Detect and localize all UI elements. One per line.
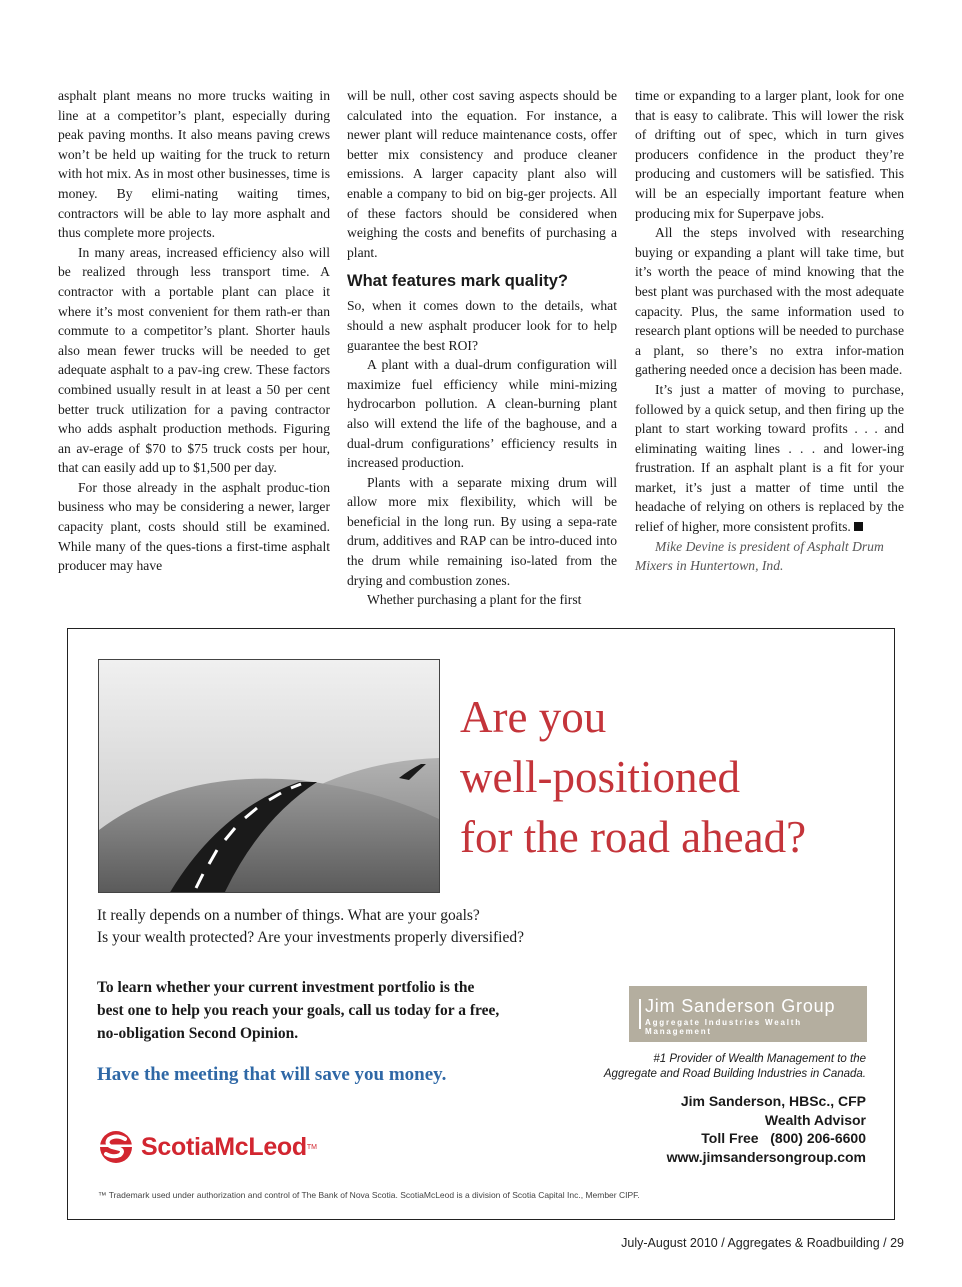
paragraph: A plant with a dual-drum configuration will maximize fuel efficiency while mini-mizing hydrocarbon pollution. A clean-burning plant also will extend the life of the baghouse, and a dual-drum configurations’ efficiency results in increased production.: [347, 357, 617, 471]
contact-website: www.jimsandersongroup.com: [666, 1148, 866, 1165]
paragraph: time or expanding to a larger plant, look for one that is easy to calibrate. This will lower the risk of drifting out of spec, which in turn gives producers confidence in the product they’re producing and customers will be satisfied. This will be an especially important feature when producing mix for Superpave jobs.: [635, 88, 904, 221]
provider-line: #1 Provider of Wealth Management to the: [653, 1053, 866, 1065]
scotia-wordmark: ScotiaMcLeod: [141, 1132, 307, 1161]
contact-block: [536, 1092, 866, 1166]
paragraph: In many areas, increased efficiency also will be realized through less transport time. A contractor with a portable plant can place it where it’s most convenient for them rath-er than commute to a competitor’s plant. Shorter hauls also mean fewer trucks will be needed to get adequate asphalt to a pav-ing crew. These factors combined usually result in at least a 50 per cent better truck utilization for a paving contractor who adds asphalt production methods. Figuring an av-erage of $70 to $75 truck costs per hour, that can easily add up to $1,500 per day.: [58, 244, 330, 476]
trademark-symbol: TM: [306, 1143, 317, 1151]
cta-line: no-obligation Second Opinion.: [97, 1025, 299, 1042]
paragraph: Whether purchasing a plant for the first: [367, 592, 582, 608]
logo-subtitle: Aggregate Industries Wealth Management: [645, 1018, 802, 1036]
road-landscape-graphic: [99, 660, 440, 893]
paragraph: All the steps involved with researching buying or expanding a plant will take time, but it’s worth the peace of mind knowing that the best plant was purchased with the most adequate capacity. Plus, the same information used to research plant options will be needed to purchase a plant, so there’s no extra infor-mation gathering needed once a decision has been made.: [635, 225, 904, 378]
provider-statement: [536, 1052, 866, 1082]
article-column-2: [347, 86, 617, 610]
scotia-s-logo-icon: [98, 1129, 134, 1165]
paragraph: For those already in the asphalt produc-tion business who may be considering a newer, larger capacity plant, costs should still be examined. While many of the ques-tions a first-time asphalt producer may have: [58, 479, 330, 574]
section-heading: What features mark quality?: [347, 272, 568, 291]
road-over-hills-illustration: [98, 659, 440, 893]
logo-name: Jim Sanderson Group: [645, 996, 836, 1016]
paragraph-text: It’s just a matter of moving to purchase, followed by a quick setup, and then firing up the plant to start working toward profits . . . and eliminating waiting lines . . . and lower-ing frustration. If an asphalt plant is a fit for your market, it’s just a matter of time until the headache of relying on others is replaced by the relief of higher, more consistent profits.: [635, 381, 904, 535]
paragraph: will be null, other cost saving aspects should be calculated into the equation. For instance, a newer plant will reduce maintenance costs, offer better mix consistency and produce cleaner emissions. A larger capacity plant also will enable a company to bid on big-ger projects. All of these factors should be considered when weighing the costs and benefits of purchasing a plant.: [347, 88, 617, 260]
article-column-1: [58, 86, 330, 576]
contact-title: Wealth Advisor: [764, 1111, 866, 1128]
advertisement: [67, 628, 895, 1220]
headline-line: for the road ahead?: [460, 812, 807, 862]
end-of-article-mark: [854, 522, 863, 531]
intro-line: It really depends on a number of things. What are your goals?: [97, 907, 480, 924]
paragraph: So, when it comes down to the details, what should a new asphalt producer look for to help guarantee the best ROI?: [347, 298, 617, 353]
logo-bar-icon: [639, 999, 641, 1029]
intro-line: Is your wealth protected? Are your investments properly diversified?: [97, 929, 524, 946]
cta-line: best one to help you reach your goals, call us today for a free,: [97, 1002, 500, 1019]
contact-name: Jim Sanderson, HBSc., CFP: [680, 1093, 866, 1109]
page-footer: July-August 2010 / Aggregates & Roadbuilding / 29: [621, 1236, 904, 1250]
ad-tagline: Have the meeting that will save you money.: [97, 1064, 447, 1085]
paragraph: Plants with a separate mixing drum will allow more mix flexibility, which will be beneficial in the long run. By using a sepa-rate drum, additives and RAP can be intro-duced into the drum while remaining iso-lated from the drying and combustion zones.: [347, 474, 617, 588]
contact-phone: Toll Free (800) 206-6600: [701, 1130, 866, 1146]
cta-line: To learn whether your current investment portfolio is the: [97, 979, 475, 996]
scotiamcleod-logo: [98, 1127, 317, 1167]
trademark-disclaimer: ™ Trademark used under authorization and control of The Bank of Nova Scotia. ScotiaMcLeod is a division of Scotia Capital Inc., Member CIPF.: [98, 1190, 640, 1200]
ad-headline: [460, 687, 880, 867]
article-column-3: [635, 86, 904, 576]
jim-sanderson-group-logo: [629, 986, 867, 1042]
provider-line: Aggregate and Road Building Industries in Canada.: [603, 1068, 866, 1080]
headline-line: well-positioned: [460, 752, 740, 802]
ad-call-to-action: [97, 976, 607, 1045]
author-byline: Mike Devine is president of Asphalt Drum Mixers in Huntertown, Ind.: [635, 538, 884, 574]
ad-intro-text: [97, 905, 617, 949]
headline-line: Are you: [460, 692, 607, 742]
paragraph: [635, 380, 904, 537]
paragraph: asphalt plant means no more trucks waiting in line at a competitor’s plant, especially during peak paving months. It also means paving crews won’t be held up waiting for the truck to return with hot mix. As in most other businesses, time is money. By elimi-nating waiting times, contractors will be able to lay more asphalt and thus complete more projects.: [58, 88, 330, 241]
